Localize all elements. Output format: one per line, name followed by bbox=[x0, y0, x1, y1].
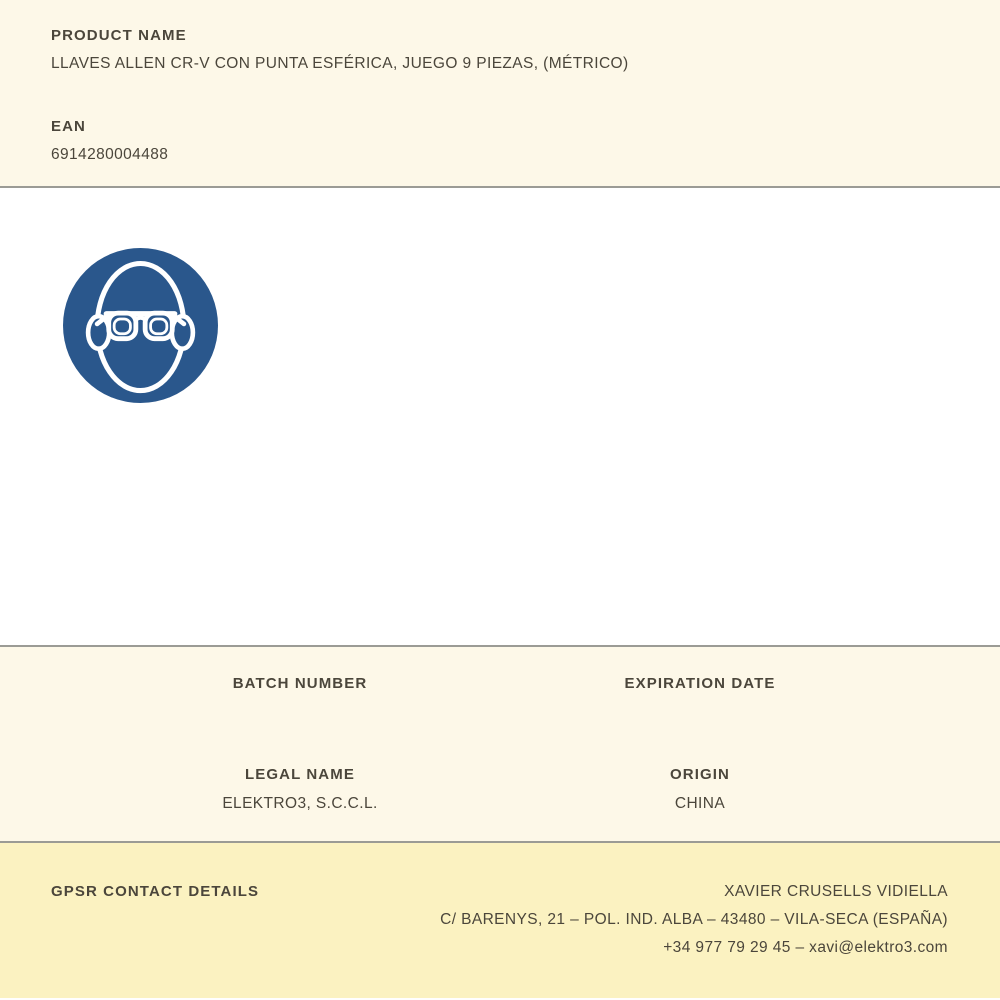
batch-number-value bbox=[100, 705, 500, 721]
gpsr-contact-block bbox=[440, 878, 948, 962]
product-name-value: LLAVES ALLEN CR-V CON PUNTA ESFÉRICA, JUEGO 9 PIEZAS, (MÉTRICO) bbox=[51, 55, 629, 72]
details-grid bbox=[100, 676, 900, 812]
expiration-date-field bbox=[500, 676, 900, 721]
gpsr-contact-section bbox=[0, 843, 1000, 998]
ean-field bbox=[51, 119, 949, 163]
expiration-date-value bbox=[500, 705, 900, 721]
legal-name-label: LEGAL NAME bbox=[245, 766, 355, 783]
origin-field bbox=[500, 767, 900, 812]
product-name-field bbox=[51, 28, 949, 72]
product-info-section bbox=[0, 0, 1000, 188]
product-name-label: PRODUCT NAME bbox=[51, 27, 187, 44]
origin-value: CHINA bbox=[674, 795, 726, 812]
batch-number-field bbox=[100, 676, 500, 721]
gpsr-contact-heading: GPSR CONTACT DETAILS bbox=[51, 883, 260, 900]
traceability-section bbox=[0, 647, 1000, 843]
contact-address: C/ BARENYS, 21 – POL. IND. ALBA – 43480 – VILA-SECA (ESPAÑA) bbox=[440, 911, 948, 928]
legal-name-value: ELEKTRO3, S.C.C.L. bbox=[222, 795, 378, 812]
ean-value: 6914280004488 bbox=[51, 146, 169, 163]
contact-phone-email: +34 977 79 29 45 – xavi@elektro3.com bbox=[663, 939, 948, 956]
wear-eye-protection-icon bbox=[63, 248, 218, 403]
legal-name-field bbox=[100, 767, 500, 812]
expiration-date-label: EXPIRATION DATE bbox=[624, 675, 776, 692]
origin-label: ORIGIN bbox=[670, 766, 730, 783]
safety-pictogram-section bbox=[0, 188, 1000, 647]
contact-person-name: XAVIER CRUSELLS VIDIELLA bbox=[724, 883, 948, 900]
batch-number-label: BATCH NUMBER bbox=[232, 675, 368, 692]
ean-label: EAN bbox=[51, 118, 86, 135]
